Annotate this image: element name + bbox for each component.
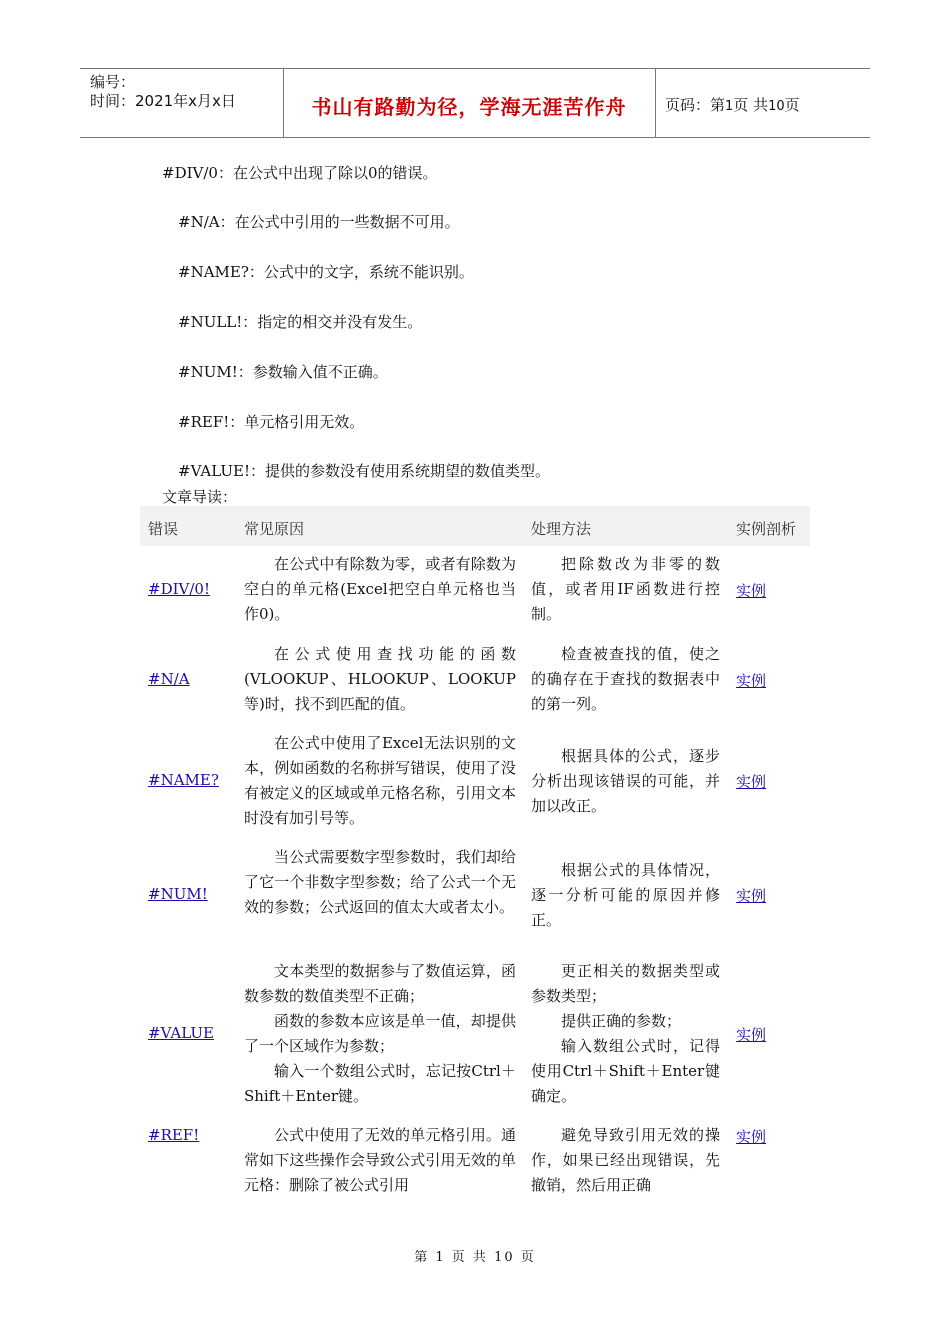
header-motto: 书山有路勤为径，学海无涯苦作舟: [311, 95, 627, 119]
header-fix: 处理方法: [531, 520, 592, 538]
error-link-name[interactable]: #NAME?: [148, 771, 219, 789]
error-link-na[interactable]: #N/A: [148, 670, 190, 688]
cause-text: 在公式中有除数为零，或者有除数为空白的单元格(Excel把空白单元格也当作0)。: [244, 555, 516, 623]
fix-text: 根据具体的公式，逐步分析出现该错误的可能，并加以改正。: [531, 747, 720, 815]
header-divider: [655, 69, 656, 137]
table-header: [140, 506, 810, 546]
example-link[interactable]: 实例: [736, 1128, 767, 1146]
fix-text: 检查被查找的值，使之的确存在于查找的数据表中的第一列。: [531, 645, 720, 713]
example-link[interactable]: 实例: [736, 773, 767, 791]
header-cause: 常见原因: [244, 520, 305, 538]
error-link-div0[interactable]: #DIV/0!: [148, 580, 210, 598]
page-current: 1: [725, 99, 734, 114]
header-page-info: [665, 94, 800, 115]
page-suffix: 页: [784, 96, 800, 114]
header-meta: [90, 73, 236, 111]
error-line: #NUM!：参数输入值不正确。: [178, 363, 388, 381]
fix-cell: [531, 744, 720, 819]
page-mid: 页 共: [733, 96, 769, 114]
error-line: #REF!：单元格引用无效。: [178, 413, 365, 431]
footer-current: 1: [435, 1250, 446, 1265]
page-total: 10: [768, 99, 785, 114]
fix-cell: [531, 642, 720, 717]
cause-cell: [244, 642, 516, 717]
fix-cell: [531, 552, 720, 627]
fix-text: 更正相关的数据类型或参数类型；: [531, 962, 720, 1005]
fix-cell: [531, 858, 720, 933]
header-example: 实例剖析: [736, 520, 797, 538]
error-link-ref[interactable]: #REF!: [148, 1126, 200, 1144]
doc-time-label: 时间：2021年x月x日: [90, 92, 236, 110]
cause-text: 在公式中使用了Excel无法识别的文本，例如函数的名称拼写错误，使用了没有被定义的区域或单元格名称，引用文本时没有加引号等。: [244, 734, 516, 827]
cause-cell: [244, 1123, 516, 1198]
example-link[interactable]: 实例: [736, 887, 767, 905]
fix-text: 根据公式的具体情况，逐一分析可能的原因并修正。: [531, 861, 720, 929]
cause-cell: [244, 845, 516, 920]
cause-text: 公式中使用了无效的单元格引用。通常如下这些操作会导致公式引用无效的单元格：删除了被公式引用: [244, 1126, 516, 1194]
fix-cell: [531, 1123, 720, 1198]
footer-total: 10: [494, 1250, 515, 1265]
example-link[interactable]: 实例: [736, 672, 767, 690]
error-link-num[interactable]: #NUM!: [148, 885, 208, 903]
guide-label: 文章导读：: [162, 488, 238, 506]
page-header: [80, 68, 870, 138]
fix-text: 把除数改为非零的数值，或者用IF函数进行控制。: [531, 555, 720, 623]
example-link[interactable]: 实例: [736, 582, 767, 600]
cause-cell: [244, 959, 516, 1109]
error-line: #VALUE!：提供的参数没有使用系统期望的数值类型。: [178, 462, 550, 480]
fix-text: 提供正确的参数；: [561, 1012, 682, 1030]
example-link[interactable]: 实例: [736, 1026, 767, 1044]
error-line: #NAME?：公式中的文字，系统不能识别。: [178, 263, 474, 281]
doc-number-label: 编号：: [90, 73, 136, 91]
cause-text: 输入一个数组公式时，忘记按Ctrl＋Shift＋Enter键。: [244, 1062, 516, 1105]
cause-cell: [244, 552, 516, 627]
page-prefix: 页码：第: [665, 96, 726, 114]
error-line: #DIV/0：在公式中出现了除以0的错误。: [162, 164, 438, 182]
fix-text: 输入数组公式时，记得使用Ctrl＋Shift＋Enter键确定。: [531, 1037, 720, 1105]
error-link-value[interactable]: #VALUE: [148, 1024, 214, 1042]
fix-text: 避免导致引用无效的操作，如果已经出现错误，先撤销，然后用正确: [531, 1126, 720, 1194]
fix-cell: [531, 959, 720, 1109]
cause-text: 当公式需要数字型参数时，我们却给了它一个非数字型参数；给了公式一个无效的参数；公式返回的值太大或者太小。: [244, 848, 516, 916]
cause-text: 函数的参数本应该是单一值，却提供了一个区域作为参数；: [244, 1012, 516, 1055]
header-error: 错误: [148, 520, 179, 538]
footer-suffix: 页: [520, 1250, 536, 1265]
cause-text: 文本类型的数据参与了数值运算，函数参数的数值类型不正确；: [244, 962, 516, 1005]
error-line: #NULL!：指定的相交并没有发生。: [178, 313, 423, 331]
cause-text: 在公式使用查找功能的函数(VLOOKUP、HLOOKUP、LOOKUP等)时，找不到匹配的值。: [244, 645, 516, 713]
error-line: #N/A：在公式中引用的一些数据不可用。: [178, 213, 460, 231]
footer-prefix: 第: [414, 1250, 430, 1265]
cause-cell: [244, 731, 516, 831]
page-footer: [0, 1246, 950, 1265]
footer-mid: 页 共: [451, 1250, 488, 1265]
